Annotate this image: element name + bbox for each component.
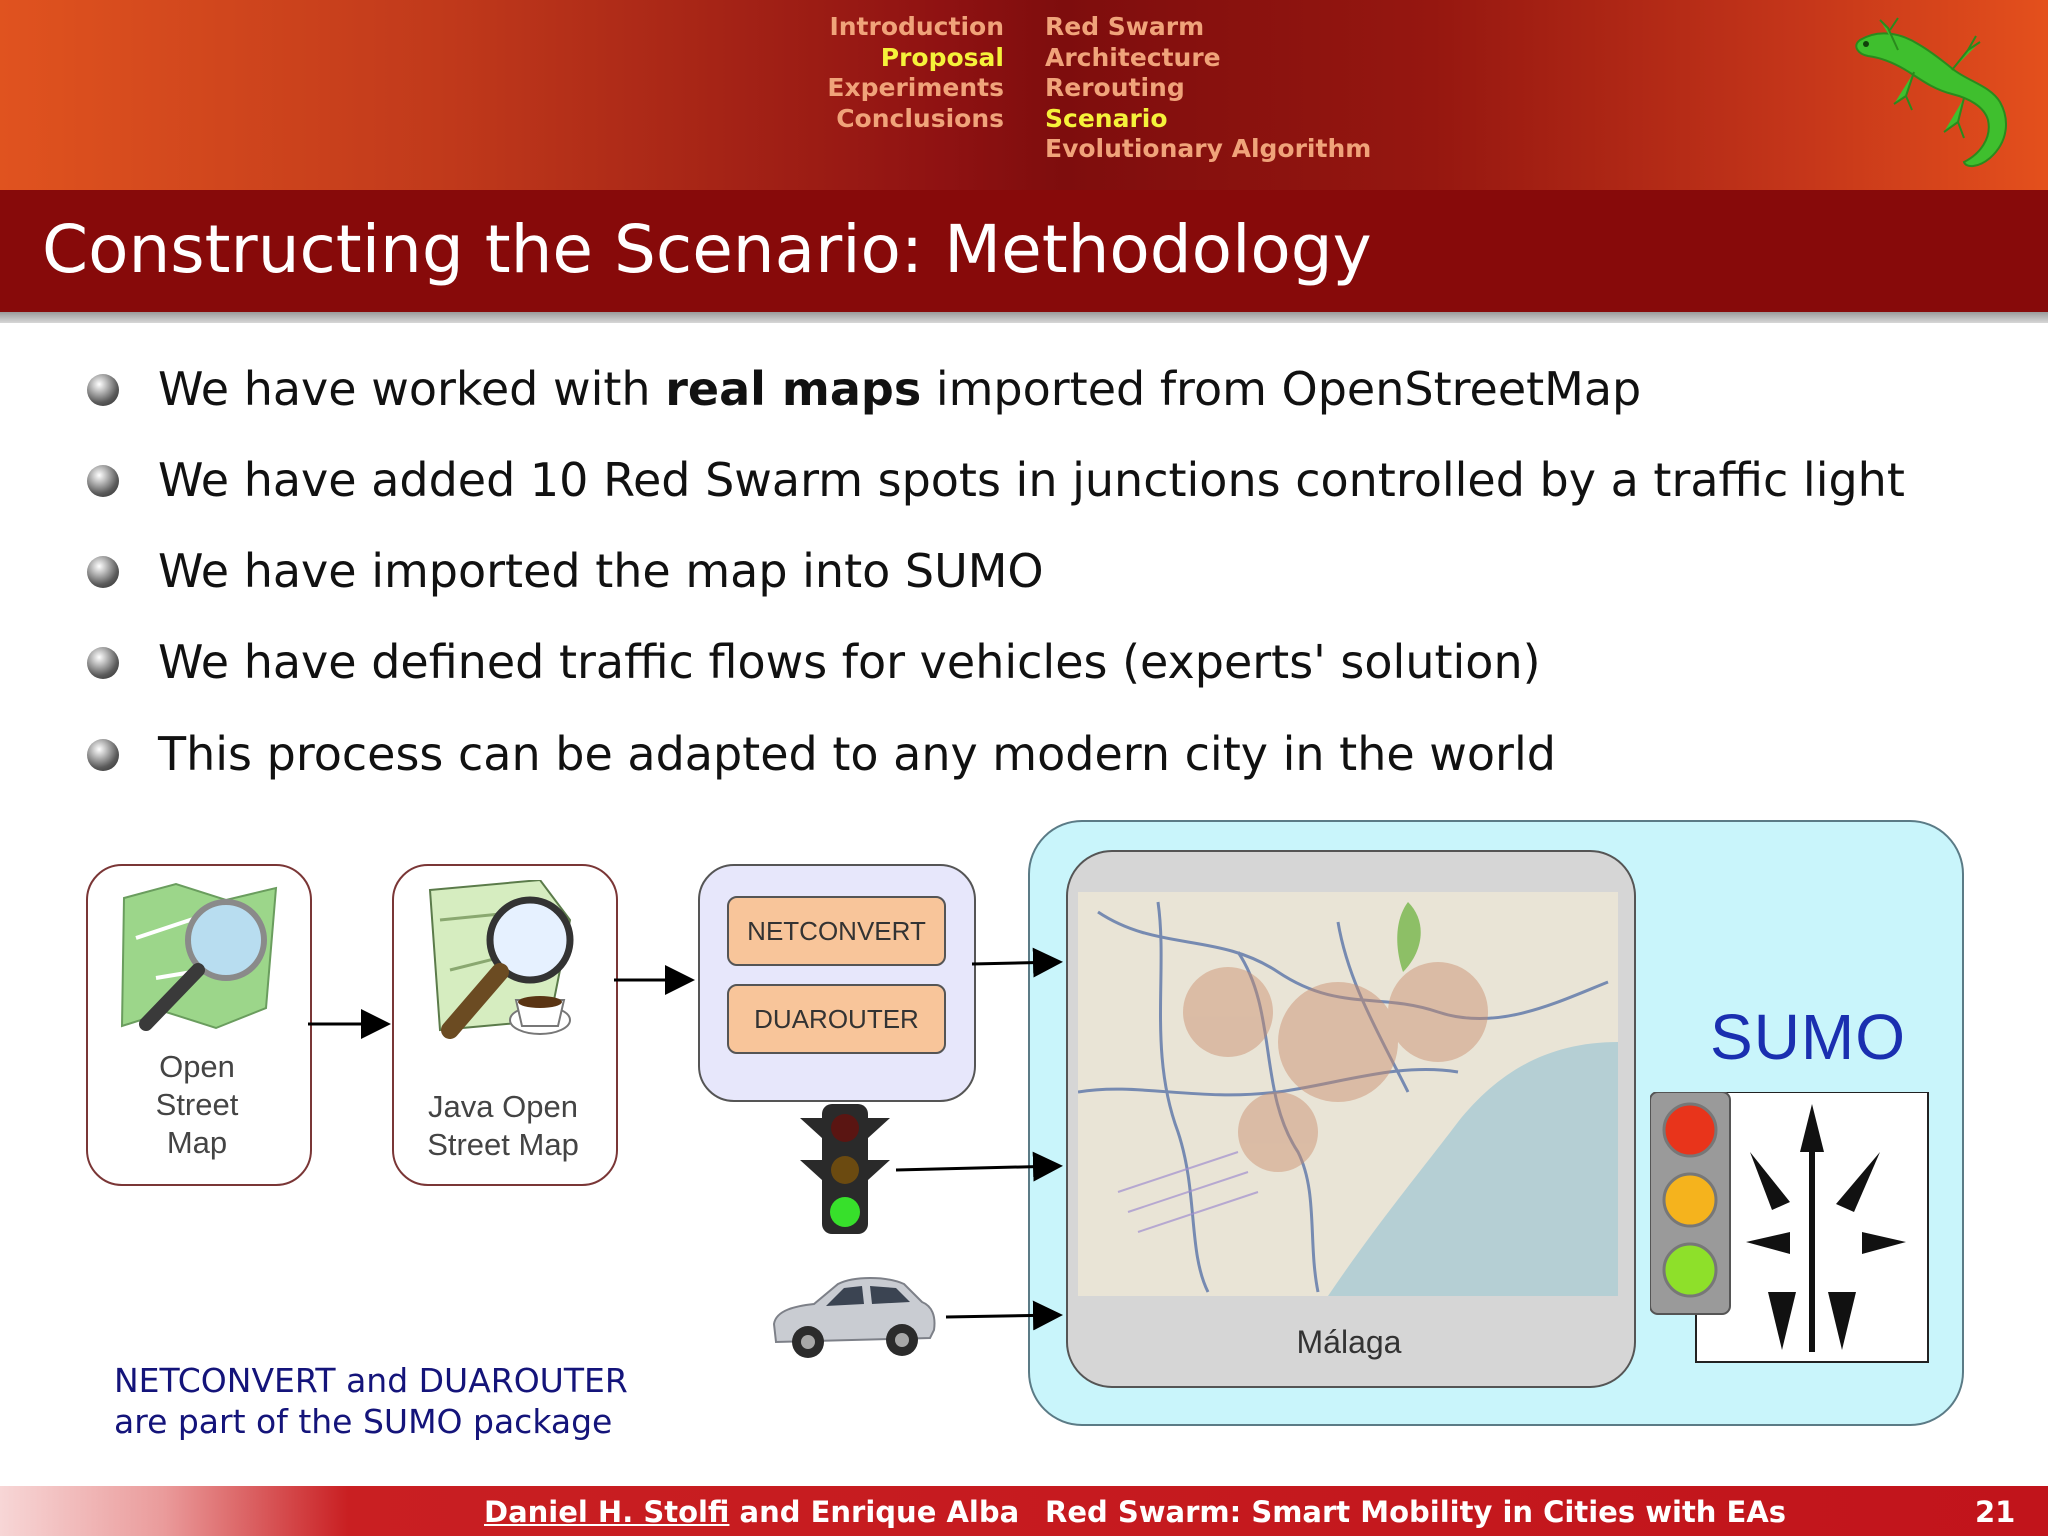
author-link[interactable]: Daniel H. Stolfi	[484, 1495, 730, 1529]
malaga-map-icon	[1078, 892, 1618, 1296]
footer-coauthor: and Enrique Alba	[729, 1495, 1020, 1529]
map-city-label: Málaga	[1296, 1324, 1402, 1360]
footnote-line-2: are part of the SUMO package	[114, 1402, 613, 1441]
footnote-line-1: NETCONVERT and DUAROUTER	[114, 1361, 628, 1400]
bullet-text: We have defined traffic flows for vehicles (experts' solution)	[158, 635, 1541, 689]
methodology-diagram	[0, 812, 2048, 1492]
sumo-logo-text: SUMO	[1710, 1001, 1906, 1073]
nav-subsection-red-swarm[interactable]: Red Swarm	[1045, 12, 1205, 41]
bullet-item	[0, 717, 2048, 787]
footer-talk-title: Red Swarm: Smart Mobility in Cities with EAs	[1045, 1495, 1787, 1529]
bullet-emphasis: real maps	[665, 362, 922, 416]
bullet-dot-icon	[87, 465, 119, 497]
slide-title: Constructing the Scenario: Methodology	[42, 211, 1372, 288]
diagram-footnote	[114, 1360, 628, 1442]
arrow-trafficlight-to-sumo	[896, 1166, 1060, 1170]
footer-authors	[484, 1495, 1019, 1529]
gecko-logo-icon	[1840, 10, 2040, 180]
bullet-text: We have imported the map into SUMO	[158, 544, 1044, 598]
bullet-item	[0, 443, 2048, 513]
openstreetmap-label: Open Street Map	[155, 1049, 239, 1160]
header-bar	[0, 0, 2048, 190]
arrow-car-to-sumo	[946, 1315, 1060, 1317]
bullet-text: We have added 10 Red Swarm spots in junctions controlled by a traffic light	[158, 453, 1905, 507]
nav-section-conclusions[interactable]: Conclusions	[836, 103, 1004, 133]
nav-subsection-architecture[interactable]: Architecture	[1045, 42, 1221, 72]
page-number: 21	[1975, 1495, 2016, 1529]
bullet-text: This process can be adapted to any modern city in the world	[158, 727, 1556, 781]
nav-section-experiments[interactable]: Experiments	[827, 73, 1004, 102]
bullet-dot-icon	[87, 556, 119, 588]
bullet-dot-icon	[87, 647, 119, 679]
nav-section-proposal[interactable]: Proposal	[880, 42, 1004, 72]
bullet-dot-icon	[87, 374, 119, 406]
subsection-nav	[1045, 12, 1371, 165]
sumo-traffic-logo-icon	[1650, 1092, 1930, 1392]
josm-label: Java Open Street Map	[427, 1089, 579, 1162]
netconvert-tool: NETCONVERT	[727, 896, 946, 966]
nav-subsection-scenario[interactable]: Scenario	[1045, 103, 1168, 133]
nav-subsection-evolutionary-algorithm[interactable]: Evolutionary Algorithm	[1045, 134, 1372, 163]
section-nav	[827, 12, 1004, 134]
bullet-dot-icon	[87, 739, 119, 771]
bullet-item	[0, 625, 2048, 695]
arrow-converter-to-sumo	[972, 962, 1060, 964]
bullet-text: We have worked with real maps imported from OpenStreetMap	[158, 362, 1642, 416]
flow-arrows	[0, 812, 1100, 1372]
title-band-shadow	[0, 312, 2048, 323]
bullet-item	[0, 534, 2048, 604]
duarouter-tool: DUAROUTER	[727, 984, 946, 1054]
nav-subsection-rerouting[interactable]: Rerouting	[1045, 73, 1185, 102]
nav-section-introduction[interactable]: Introduction	[829, 12, 1004, 41]
bullet-item	[0, 352, 2048, 422]
